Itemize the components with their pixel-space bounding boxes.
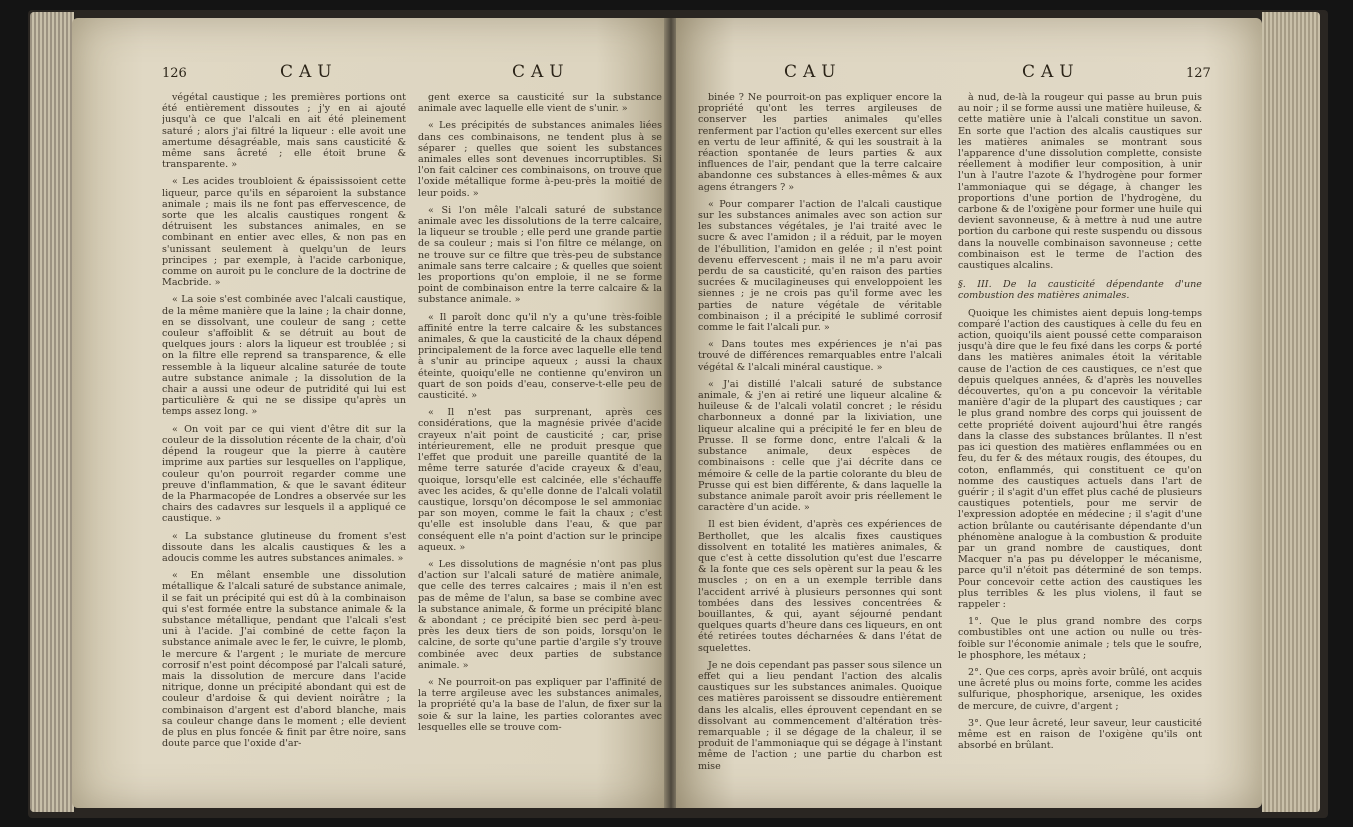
paragraph: « Les précipités de substances animales liées dans ces combinaisons, ne tendent plus à se séparer ; quelles que soient les substances animales elles sont devenues incorruptibles. Si l'on fait calciner ces combinaisons, on trouve que l'oxide métallique forme à-peu-près la moitié de leur poids. »: [418, 120, 662, 199]
paragraph: à nud, de-là la rougeur qui passe au brun puis au noir ; il se forme aussi une matière huileuse, & cette matière unie à l'alcali constitue un savon. En sorte que l'action des alcalis caustiques sur les matières animales se montrant sous l'apparence d'une dissolution complette, consiste réellement à modifier leur composition, à unir l'un à l'autre l'azote & l'hydrogène pour former l'ammoniaque qui se dégage, à changer les proportions d'une portion de l'hydrogène, du carbone & de l'oxigène pour former une huile qui devient savonneuse, & à mettre à nud une autre portion du carbone qui reste suspendu ou dissous dans la nouvelle combinaison savonneuse ; cette combinaison est le terme de l'action des caustiques alcalins.: [958, 92, 1202, 272]
paragraph: 2°. Que ces corps, après avoir brûlé, ont acquis une âcreté plus ou moins forte, comme les acides sulfurique, phosphorique, arsenique, les oxides de mercure, de cuivre, d'argent ;: [958, 666, 1202, 712]
paragraph: « On voit par ce qui vient d'être dit sur la couleur de la dissolution récente de la chair, d'où dépend la rougeur que la pierre à cautère imprime aux parties sur lesquelles on l'applique, couleur qu'on pourroit regarder comme une preuve d'inflammation, & que le savant éditeur de la Pharmacopée de Londres a observée sur les chairs des cadavres sur lesquels il a appliqué ce caustique. »: [162, 423, 406, 525]
running-head-right: CAU: [1022, 62, 1080, 82]
running-head-left: CAU: [280, 62, 338, 82]
paragraph: « J'ai distillé l'alcali saturé de substance animale, & j'en ai retiré une liqueur alcaline & huileuse & de l'alcali volatil concret ; le résidu charbonneux a donné par la lixiviation, une liqueur alcaline qui a précipité le fer en bleu de Prusse. Il se forme donc, entre l'alcali & la substance animale, deux espèces de combinaisons : celle que j'ai décrite dans ce mémoire & celle de la partie colorante du bleu de Prusse qui est bien différente, & dans laquelle la substance animale paroît avoir pris réellement le caractère d'un acide. »: [698, 378, 942, 514]
page-edges-left: [30, 12, 74, 812]
text-column-right: [418, 92, 662, 792]
paragraph: « Il n'est pas surprenant, après ces considérations, que la magnésie privée d'acide crayeux n'ait point de causticité ; car, prise intérieurement, elle ne produit presque que l'effet que produit une pareille quantité de la même terre saturée d'acide crayeux & d'eau, quoique, lorsqu'elle est calcinée, elle s'échauffe avec les acides, & qu'elle donne de l'alcali volatil caustique, lorsqu'on décompose le sel ammoniac par son moyen, comme le fait la chaux ; c'est qu'elle est insoluble dans l'eau, & que par conséquent elle n'a point d'action sur le principe aqueux. »: [418, 407, 662, 553]
paragraph: « Ne pourroit-on pas expliquer par l'affinité de la terre argileuse avec les substances animales, la propriété qu'a la base de l'alun, de fixer sur la soie & sur la laine, les parties colorantes avec lesquelles elle se trouve com-: [418, 676, 662, 733]
paragraph: Je ne dois cependant pas passer sous silence un effet qui a lieu pendant l'action des alcalis caustiques sur les substances animales. Quoique ces matières paroissent se dissoudre entièrement dans les alcalis, elles éprouvent cependant en se dissolvant au commencement d'altération très-remarquable ; il se dégage de la chaleur, il se produit de l'ammoniaque qui se dégage à l'instant même de l'action ; une partie du charbon est mise: [698, 659, 942, 772]
paragraph: « Il paroît donc qu'il n'y a qu'une très-foible affinité entre la terre calcaire & les substances animales, & que la causticité de la chaux dépend principalement de la force avec laquelle elle tend à s'unir au principe aqueux ; aussi la chaux éteinte, quoiqu'elle ne contienne qu'environ un quart de son poids d'eau, conserve-t-elle peu de causticité. »: [418, 311, 662, 402]
page-edges-right: [1262, 12, 1320, 812]
page-number: 127: [1186, 66, 1211, 81]
paragraph: gent exerce sa causticité sur la substance animale avec laquelle elle vient de s'unir. »: [418, 92, 662, 115]
running-head-left: CAU: [784, 62, 842, 82]
paragraph: « Si l'on mêle l'alcali saturé de substance animale avec les dissolutions de la terre calcaire, la liqueur se trouble ; elle perd une grande partie de sa couleur ; mais si l'on filtre ce mélange, on ne trouve sur ce filtre que très-peu de substance animale sans terre calcaire ; & quelles que soient les proportions qu'on emploie, il ne se forme point de combinaison entre la terre calcaire & la substance animale. »: [418, 204, 662, 306]
paragraph: « La soie s'est combinée avec l'alcali caustique, de la même manière que la laine ; la chair donne, en se dissolvant, une couleur de sang ; cette couleur s'affoiblit & se détruit au bout de quelques jours : alors la liqueur est troublée ; si on la filtre elle reprend sa transparence, & elle ressemble à la liqueur alcaline saturée de toute autre substance animale ; la dissolution de la chair a aussi une odeur de putridité qui lui est particulière & qui ne se dissipe qu'après un temps assez long. »: [162, 294, 406, 418]
paragraph: « Dans toutes mes expériences je n'ai pas trouvé de différences remarquables entre l'alcali végétal & l'alcali minéral caustique. »: [698, 339, 942, 373]
paragraph: « Les dissolutions de magnésie n'ont pas plus d'action sur l'alcali saturé de matière animale, que celle des terres calcaires ; mais il n'en est pas de même de l'alun, sa base se combine avec la substance animale, & forme un précipité blanc & abondant ; ce précipité bien sec perd à-peu-près les deux tiers de son poids, lorsqu'on le calcine, de sorte qu'une partie d'argile s'y trouve combinée avec deux parties de substance animale. »: [418, 558, 662, 671]
paragraph: végétal caustique ; les premières portions ont été entièrement dissoutes ; j'y en ai ajouté jusqu'à ce que l'alcali en ait été pleinement saturé ; alors j'ai filtré la liqueur : elle avoit une amertume désagréable, mais sans causticité & même sans âcreté ; elle étoit brune & transparente. »: [162, 92, 406, 171]
text-column-left: [162, 92, 406, 792]
left-page: [72, 18, 668, 808]
paragraph: « La substance glutineuse du froment s'est dissoute dans les alcalis caustiques & les a adoucis comme les autres substances animales. »: [162, 530, 406, 564]
paragraph: 1°. Que le plus grand nombre des corps combustibles ont une action ou nulle ou très-foible sur l'économie animale ; tels que le soufre, le phosphore, les métaux ;: [958, 616, 1202, 661]
paragraph: Quoique les chimistes aient depuis long-temps comparé l'action des caustiques à celle du feu en action, quoiqu'ils aient poussé cette comparaison jusqu'à dire que le feu fixé dans les corps & porté dans les matières animales étoit la véritable cause de l'action de ces caustiques, ce n'est que depuis quelques années, & d'après les nouvelles découvertes, qu'on a pu concevoir la véritable manière d'agir de la plupart des caustiques ; car le plus grand nombre des corps qui jouissent de cette propriété doivent aujourd'hui être rangés dans la classe des substances brûlantes. Il n'est pas ici question des matières enflammées ou en feu, du fer & des métaux rougis, des étoupes, du coton, enflammés, qui constituent ce qu'on nomme des caustiques actuels dans l'art de guérir ; il s'agit d'un effet plus caché de plusieurs caustiques potentiels, pour me servir de l'expression adoptée en médecine ; il s'agit d'une action brûlante ou cautérisante dépendante d'un phénomène analogue à la combustion & produite par un grand nombre de caustiques, dont Macquer n'a pas pu développer le mécanisme, parce qu'il n'étoit pas déterminé de son temps. Pour concevoir cette action des caustiques les plus terribles & les plus violens, il faut se rappeler :: [958, 307, 1202, 610]
paragraph: 3°. Que leur âcreté, leur saveur, leur causticité même est en raison de l'oxigène qu'ils ont absorbé en brûlant.: [958, 717, 1202, 752]
paragraph: « Pour comparer l'action de l'alcali caustique sur les substances animales avec son action sur les substances végétales, je l'ai traité avec le sucre & avec l'amidon ; il a réduit, par le moyen de l'ébullition, l'amidon en gelée ; il n'est point devenu effervescent ; mais il ne m'a paru avoir perdu de sa causticité, qu'en raison des parties sucrées & mucilagineuses qui enveloppoient les siennes ; je ne crois pas qu'il forme avec les parties de nature végétale de véritable combinaison ; il a précipité le sublimé corrosif comme le fait l'alcali pur. »: [698, 198, 942, 334]
text-column-right: [958, 92, 1202, 792]
right-page: [676, 18, 1262, 808]
page-number: 126: [162, 66, 187, 81]
paragraph: « Les acides troubloient & épaississoient cette liqueur, parce qu'ils en séparoient la substance animale ; mais ils ne font pas effervescence, de sorte que les alcalis caustiques rongent & détruisent les substances animales, en se combinant en entier avec elles, & non pas en s'unissant seulement à quelqu'un de leurs principes ; par exemple, à l'acide carbonique, comme on auroit pu le conclure de la doctrine de Macbride. »: [162, 176, 406, 289]
paragraph: « En mêlant ensemble une dissolution métallique & l'alcali saturé de substance animale, il se fait un précipité qui est dû à la combinaison qui s'est formée entre la substance animale & la substance métallique, pendant que l'alcali s'est uni à l'acide. J'ai combiné de cette façon la substance animale avec le fer, le cuivre, le plomb, le mercure & l'argent ; le muriate de mercure corrosif n'est point décomposé par l'alcali saturé, mais la dissolution de mercure dans l'acide nitrique, donne un précipité abondant qui est de couleur d'ardoise & qui devient noirâtre ; la combinaison d'argent est d'abord blanche, mais sa couleur change dans le moment ; elle devient de plus en plus foncée & finit par être noire, sans doute parce que l'oxide d'ar-: [162, 570, 406, 750]
paragraph: §. III. De la causticité dépendante d'une combustion des matières animales.: [958, 279, 1202, 302]
text-column-left: [698, 92, 942, 792]
running-head-right: CAU: [512, 62, 570, 82]
paragraph: binée ? Ne pourroit-on pas expliquer encore la propriété qu'ont les terres argileuses de conserver les parties animales qu'elles renferment par l'action qu'elles exercent sur elles en vertu de leur affinité, & qui les soustrait à la réaction spontanée de leurs parties & aux influences de l'air, pendant que la terre calcaire abandonne ces substances à elles-mêmes & aux agens étrangers ? »: [698, 92, 942, 193]
paragraph: Il est bien évident, d'après ces expériences de Berthollet, que les alcalis fixes caustiques dissolvent en totalité les matières animales, & que c'est à cette dissolution qu'est due l'escarre & la fonte que ces sels opèrent sur la peau & les muscles ; on en a un exemple terrible dans l'accident arrivé à plusieurs personnes qui sont tombées dans des lessives concentrées & bouillantes, & qui, ayant séjourné pendant quelques quarts d'heure dans ces liqueurs, en ont été retirées toutes décharnées & dans l'état de squelettes.: [698, 519, 942, 654]
